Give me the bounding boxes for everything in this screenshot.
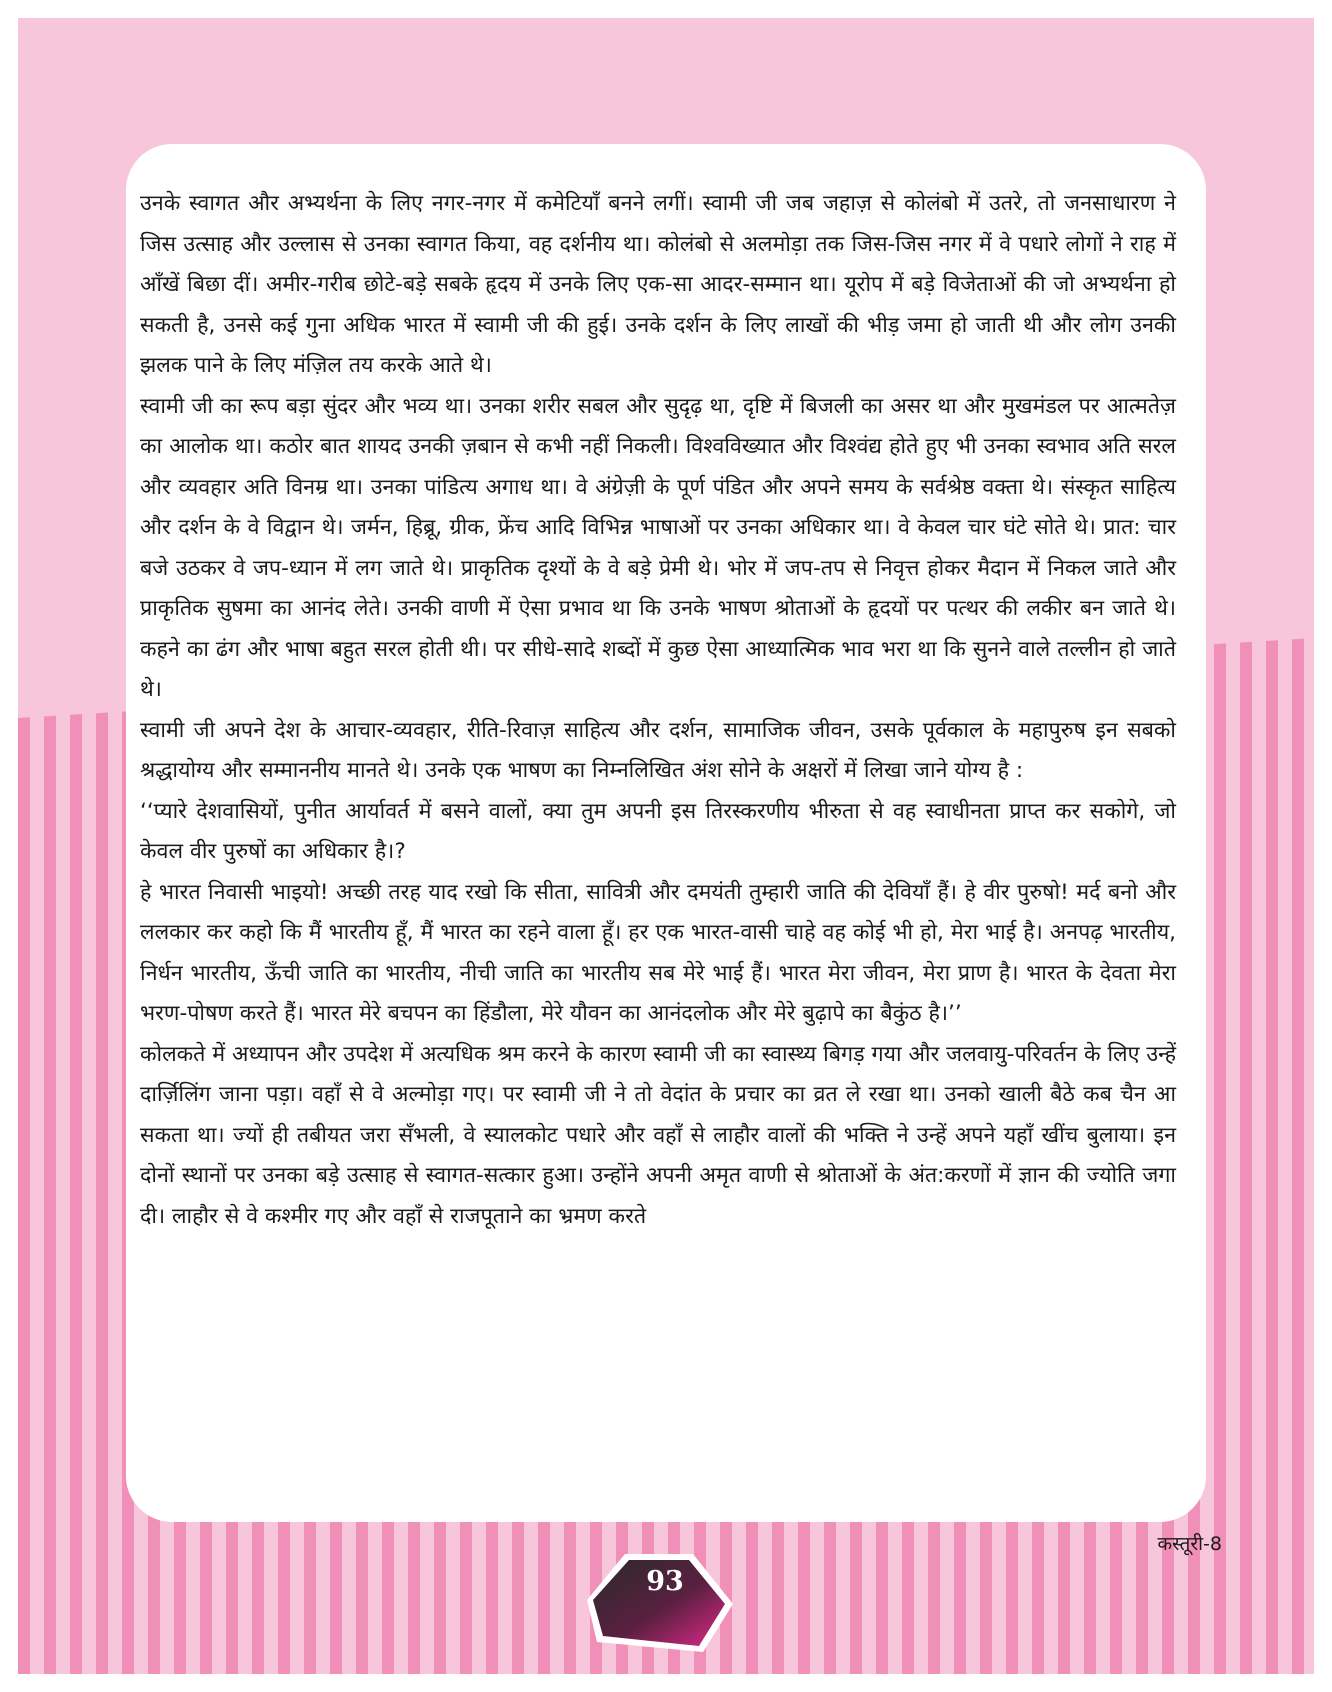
stripe	[70, 18, 82, 1674]
page-number-badge	[585, 1546, 745, 1666]
stripe	[1214, 18, 1226, 1674]
stripe	[1240, 18, 1252, 1674]
paragraph-travels: कोलकते में अध्यापन और उपदेश में अत्यधिक श्रम करने के कारण स्वामी जी का स्वास्थ्य बिगड़ गया और जलवायु-परिवर्तन के लिए उन्हें दार्ज़िलिंग जाना पड़ा। वहाँ से वे अल्मोड़ा गए। पर स्वामी जी ने तो वेदांत के प्रचार का व्रत ले रखा था। उनको खाली बैठे कब चैन आ सकता था। ज्यों ही तबीयत जरा सँभली, वे स्यालकोट पधारे और वहाँ से लाहौर वालों की भक्ति ने उन्हें अपने यहाँ खींच बुलाया। इन दोनों स्थानों पर उनका बड़े उत्साह से स्वागत-सत्कार हुआ। उन्होंने अपनी अमृत वाणी से श्रोताओं के अंत:करणों में ज्ञान की ज्योति जगा दी। लाहौर से वे कश्मीर गए और वहाँ से राजपूताने का भ्रमण करते	[140, 1041, 1176, 1229]
paragraph-speech-quote: ‘‘प्यारे देशवासियों, पुनीत आर्यावर्त में बसने वालों, क्या तुम अपनी इस तिरस्करणीय भीरुता से वह स्वाधीनता प्राप्त कर सकोगे, जो केवल वीर पुरुषों का अधिकार है।?	[140, 798, 1176, 864]
book-title-label: कस्तूरी-8	[1157, 1533, 1222, 1555]
text-card	[126, 144, 1206, 1522]
page-number: 93	[646, 1566, 684, 1597]
paragraph-welcome: उनके स्वागत और अभ्यर्थना के लिए नगर-नगर में कमेटियाँ बनने लगीं। स्वामी जी जब जहाज़ से कोलंबो में उतरे, तो जनसाधारण ने जिस उत्साह और उल्लास से उनका स्वागत किया, वह दर्शनीय था। कोलंबो से अलमोड़ा तक जिस-जिस नगर में वे पधारे लोगों ने राह में आँखें बिछा दीं। अमीर-गरीब छोटे-बड़े सबके हृदय में उनके लिए एक-सा आदर-सम्मान था। यूरोप में बड़े विजेताओं की जो अभ्यर्थना हो सकती है, उनसे कई गुना अधिक भारत में स्वामी जी की हुई। उनके दर्शन के लिए लाखों की भीड़ जमा हो जाती थी और लोग उनकी झलक पाने के लिए मंज़िल तय करके आते थे।	[140, 191, 1176, 378]
paragraph-appearance: स्वामी जी का रूप बड़ा सुंदर और भव्य था। उनका शरीर सबल और सुदृढ़ था, दृष्टि में बिजली का असर था और मुखमंडल पर आत्मतेज़ का आलोक था। कठोर बात शायद उनकी ज़बान से कभी नहीं निकली। विश्वविख्यात और विश्वंद्य होते हुए भी उनका स्वभाव अति सरल और व्यवहार अति विनम्र था। उनका पांडित्य अगाध था। वे अंग्रेज़ी के पूर्ण पंडित और अपने समय के सर्वश्रेष्ठ वक्ता थे। संस्कृत साहित्य और दर्शन के वे विद्वान थे। जर्मन, हिब्रू, ग्रीक, फ्रेंच आदि विभिन्न भाषाओं पर उनका अधिकार था। वे केवल चार घंटे सोते थे। प्रात: चार बजे उठकर वे जप-ध्यान में लग जाते थे। प्राकृतिक दृश्यों के वे बड़े प्रेमी थे। भोर में जप-तप से निवृत्त होकर मैदान में निकल जाते और प्राकृतिक सुषमा का आनंद लेते। उनकी वाणी में ऐसा प्रभाव था कि उनके भाषण श्रोताओं के हृदयों पर पत्थर की लकीर बन जाते थे। कहने का ढंग और भाषा बहुत सरल होती थी। पर सीधे-सादे शब्दों में कुछ ऐसा आध्यात्मिक भाव भरा था कि सुनने वाले तल्लीन हो जाते थे।	[140, 393, 1176, 702]
stripe	[44, 18, 56, 1674]
paragraph-respect: स्वामी जी अपने देश के आचार-व्यवहार, रीति-रिवाज़ साहित्य और दर्शन, सामाजिक जीवन, उसके पूर्वकाल के महापुरुष इन सबको श्रद्धायोग्य और सम्माननीय मानते थे। उनके एक भाषण का निम्नलिखित अंश सोने के अक्षरों में लिखा जाने योग्य है :	[140, 717, 1176, 783]
stripe	[1292, 18, 1304, 1674]
stripe	[96, 18, 108, 1674]
paragraph-speech-continued: हे भारत निवासी भाइयो! अच्छी तरह याद रखो कि सीता, सावित्री और दमयंती तुम्हारी जाति की देवियाँ हैं। हे वीर पुरुषो! मर्द बनो और ललकार कर कहो कि मैं भारतीय हूँ, मैं भारत का रहने वाला हूँ। हर एक भारत-वासी चाहे वह कोई भी हो, मेरा भाई है। अनपढ़ भारतीय, निर्धन भारतीय, ऊँची जाति का भारतीय, नीची जाति का भारतीय सब मेरे भाई हैं। भारत मेरा जीवन, मेरा प्राण है। भारत के देवता मेरा भरण-पोषण करते हैं। भारत मेरे बचपन का हिंडौला, मेरे यौवन का आनंदलोक और मेरे बुढ़ापे का बैकुंठ है।’’	[140, 879, 1176, 1026]
stripe	[18, 18, 30, 1674]
stripe	[1266, 18, 1278, 1674]
